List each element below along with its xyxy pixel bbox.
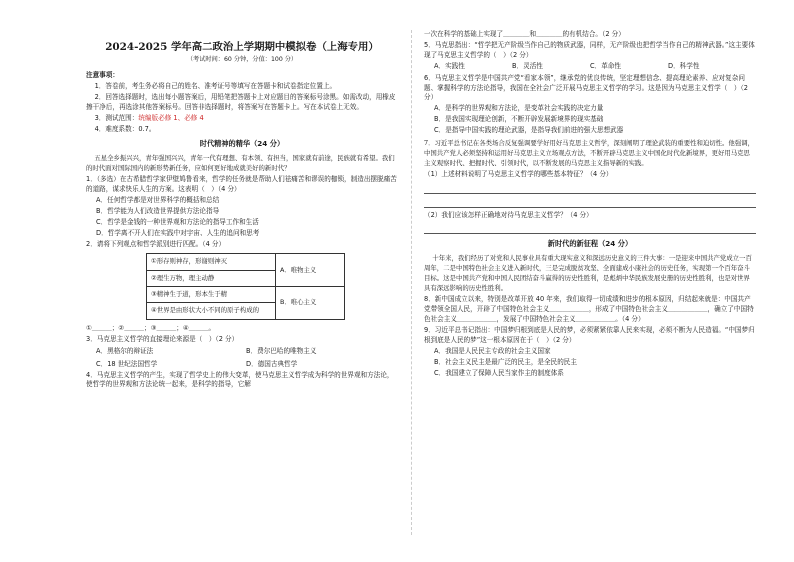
q6-option-b: B．是我国实现理论创新，不断开辟发展新境界的现实基础 [434,115,604,124]
notes-heading: 注意事项： [86,71,119,80]
note-4: 4．难度系数：0.7。 [94,124,156,133]
section-2-title: 新时代的新征程（24 分） [547,239,633,249]
q3-option-c: C．18 世纪法国哲学 [96,359,158,368]
right-column [424,30,756,380]
test-range: 统编版必修 1、必修 4 [138,113,204,122]
q2-item-4: ④世界是由形状大小不同的原子构成的 [147,303,276,319]
q5-options [424,62,756,72]
q2-matching-table [146,253,345,319]
q2-stem: 2．请将下列观点和哲学派别进行匹配。（4 分） [86,239,226,248]
q4-continuation[interactable]: 一次在科学的基础上实现了＿＿＿＿和＿＿＿＿的有机结合。（2 分） [424,30,625,38]
note-1: 1．答卷前，考生务必将自己的姓名、准考证号等填写在答题卡和试卷指定位置上。 [94,82,337,91]
q6-stem: 6．马克思主义哲学是中国共产党“看家本领”，继承党的优良传统，坚定理想信念、提高理论素养、应对复杂问题、掌握科学的方法论指导，我国在全社会广泛开展马克思主义哲学的学习。这是因为马克思主义哲学（ ）（2 分） [424,74,748,102]
section-1-title: 时代精神的精华（24 分） [199,139,285,149]
q2-item-2: ②理生万物，理主动静 [147,270,276,286]
q3-option-d: D．德国古典哲学 [246,359,298,368]
q9-option-b: B．社会主义民主是最广泛的民主，是全民的民主 [434,357,577,366]
q3-options [86,346,398,371]
q2-answer-blanks[interactable]: ①＿＿＿；②＿＿＿；③＿＿＿；④＿＿＿。 [86,323,216,332]
q9-option-a: A．我国是人民民主专政的社会主义国家 [434,346,551,355]
q4-stem: 4．马克思主义哲学的产生，实现了哲学史上的伟大变革，使马克思主义哲学成为科学的世界观和方法论，使哲学的世界观和方法论统一起来，是科学的指导，它解 [86,370,394,389]
q2-option-a: A．唯物主义 [276,254,345,287]
q2-item-3: ③精神生于道，形本生于精 [147,287,276,303]
q9-option-c: C．我国建立了保障人民当家作主的制度体系 [434,368,564,377]
q1-option-c: C．哲学是金钱的一种世界观和方法论的指导工作和生活 [96,217,259,226]
q7-sub-2: （2）我们应该怎样正确地对待马克思主义哲学？（4 分） [424,210,593,219]
q8-stem[interactable]: 8．新中国成立以来，特别是改革开放 40 年来，我们取得一切成绩和进步的根本原因，归结起来就是：中国共产党带领全国人民，开辟了中国特色社会主义＿＿＿＿＿＿，形成了中国特色社会主义＿＿＿＿＿＿，确立了中国特色社会主义＿＿＿＿＿＿，发展了中国特色社会主义＿＿＿＿＿＿。（4 分） [424,295,754,323]
answer-line[interactable] [424,222,756,234]
exam-title: 2024-2025 学年高二政治上学期期中模拟卷（上海专用） [105,41,379,53]
q7-sub-1: （1）上述材料说明了马克思主义哲学的哪些基本特征？（4 分） [424,170,613,179]
q7-stem: 7．习近平总书记在各类场合反复强调要学好用好马克思主义哲学，深刻阐明了理论武装的重要性和迫切性。他强调，中国共产党人必须坚持和运用好马克思主义立场观点方法，不断开辟马克思主义中国化时代化新境界，更好用马克思主义观察时代、把握时代、引领时代，以不断发展的马克思主义指导新的实践。 [424,138,754,167]
q5-option-a: A．实践性 [434,61,465,70]
q3-option-a: A．黑格尔的辩证法 [96,347,154,356]
note-3 [86,114,398,124]
q1-option-d: D．哲学离不开人们在实践中对宇宙、人生的追问和思考 [96,228,260,237]
section-1-intro: 五星全乡振兴兴，青年强国兴兴，青年一代有理想、有本领、有担当，国家就有前途，民族就有希望。我们的时代面对国际国内的新形势新任务，应如何更好地成就美好的新时代？ [86,153,395,172]
q3-option-b: B．费尔巴哈的唯物主义 [246,347,317,356]
left-column [86,30,398,391]
q5-option-d: D．科学性 [668,61,700,70]
column-divider [411,30,412,535]
answer-line[interactable] [424,182,756,194]
q5-stem: 5．马克思指出：“哲学把无产阶级当作自己的物质武器，同样，无产阶级也把哲学当作自己的精神武器。”这主要体现了马克思主义哲学的（ ）（2 分） [424,41,755,59]
section-2-intro: 十年来，我们经历了对党和人民事业具有重大现实意义和深远历史意义的三件大事：一是迎来中国共产党成立一百周年，二是中国特色社会主义进入新时代，三是完成脱贫攻坚、全面建成小康社会的历史任务，实现第一个百年奋斗目标。这是中国共产党和中国人民团结奋斗赢得的历史性胜利，是彪炳中华民族发展史册的历史性胜利，也是对世界具有深远影响的历史性胜利。 [424,253,752,292]
exam-subtitle: （考试时间：60 分钟，分值：100 分） [186,56,298,64]
q2-item-1: ①形存则神存，形谢则神灭 [147,254,276,270]
answer-line[interactable] [424,196,756,208]
note-2: 2．回答选择题时，选出每小题答案后，用铅笔把答题卡上对应题目的答案标号涂黑。如需改动，用橡皮擦干净后，再选涂其他答案标号。回答非选择题时，将答案写在答题卡上。写在本试卷上无效。 [86,93,396,111]
q5-option-b: B．灵活性 [512,61,543,70]
q3-stem: 3．马克思主义哲学的直接理论来源是（ ）（2 分） [86,334,239,343]
q6-option-a: A．是科学的世界观和方法论，是变革社会实践的决定力量 [434,104,604,113]
q6-option-c: C．是指导中国实践的理论武器，是指导我们前进的强大思想武器 [434,126,624,135]
q1-stem: 1．（多选）在古希腊哲学家伊壁鸠鲁看来，哲学的任务就是帮助人们祛痛苦和谬误的枷锁，制造出摆脱痛苦的道路，谋求快乐人生的方案。这表明（ ）（4 分） [86,175,397,193]
q9-stem: 9．习近平总书记指出：中国梦归根到底是人民的梦，必须紧紧依靠人民来实现，必须不断为人民造福。“中国梦归根到底是人民的梦”这一根本原因在于（ ）（2 分） [424,326,755,344]
q1-option-a: A．任何哲学都是对世界科学的概括和总结 [96,195,220,204]
q2-option-b: B．唯心主义 [276,287,345,320]
note-3-prefix: 3．测试范围： [94,113,139,122]
q1-option-b: B．哲学能为人们改造世界提供方法论指导 [96,206,220,215]
q5-option-c: C．革命性 [590,61,621,70]
